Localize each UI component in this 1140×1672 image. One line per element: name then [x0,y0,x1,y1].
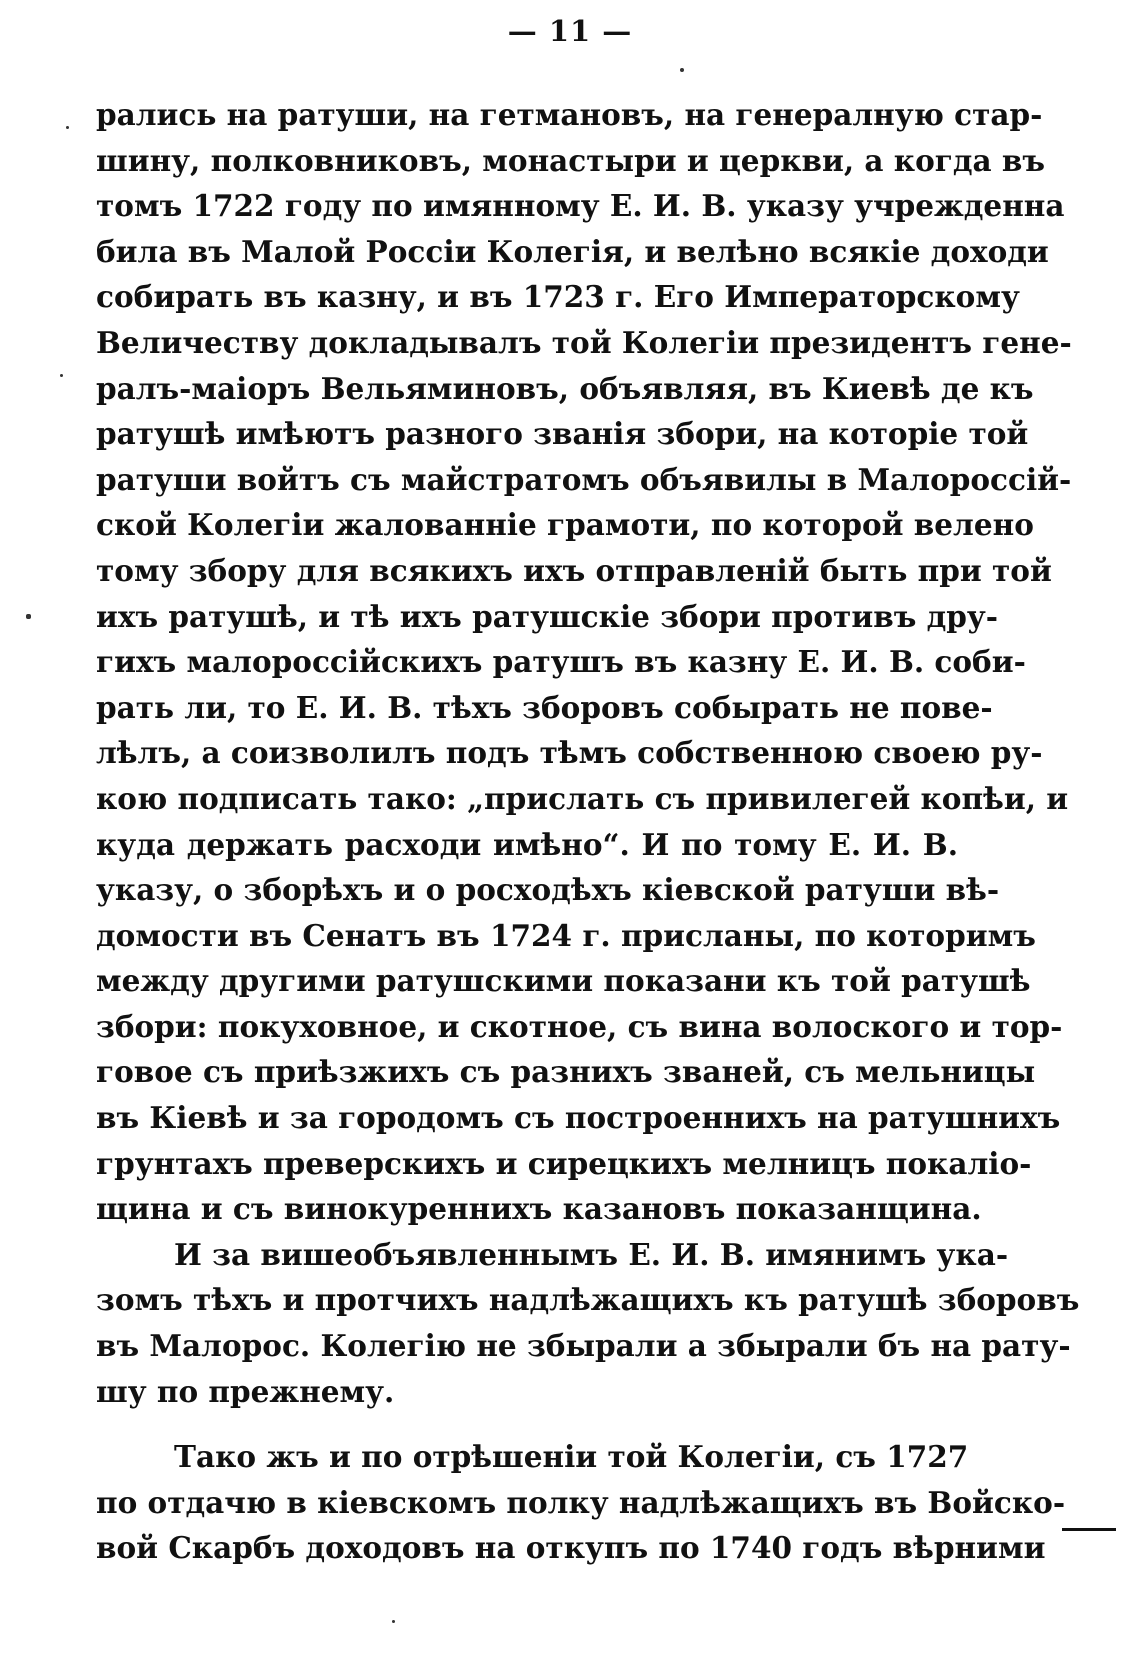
paragraph-1 [96,92,1072,1232]
text-line: собирать въ казну, и въ 1723 г. Его Императорскому [96,279,1020,315]
margin-dash-mark [1062,1528,1116,1531]
text-line: тому збору для всякихъ ихъ отправленій быть при той [96,552,1052,588]
text-line: ратуши войтъ съ майстратомъ объявилы в Малороссій- [96,461,1072,497]
text-line: вой Скарбъ доходовъ на откупъ по 1740 годъ вѣрними [96,1530,1046,1566]
text-line: гихъ малороссійскихъ ратушъ въ казну Е. И. В. соби- [96,644,1026,680]
text-line: по отдачю в кіевскомъ полку надлѣжащихъ въ Войско- [96,1484,1066,1520]
text-line: Тако жъ и по отрѣшеніи той Колегіи, съ 1727 [174,1439,969,1475]
paragraph-3 [96,1434,1066,1571]
text-line: между другими ратушскими показани къ той ратушѣ [96,963,1031,999]
speck-mark [66,126,69,129]
text-line: щина и съ винокуреннихъ казановъ показанщина. [96,1191,982,1227]
speck-mark [392,1620,395,1623]
text-line: томъ 1722 году по имянному Е. И. В. указу учрежденна [96,188,1065,224]
text-line: ратушѣ имѣютъ разного званія збори, на которіе той [96,416,1029,452]
text-line: шу по прежнему. [96,1373,395,1409]
text-line: кою подписать тако: „прислать съ привилегей копѣи, и [96,780,1069,816]
paragraph-spacer [96,1414,958,1434]
text-line: шину, полковниковъ, монастыри и церкви, а когда въ [96,142,1046,178]
speck-mark [60,374,63,377]
text-line: ихъ ратушѣ, и тѣ ихъ ратушскіе збори противъ дру- [96,598,999,634]
text-line: збори: покуховное, и скотное, съ вина волоского и тор- [96,1008,1063,1044]
text-line: ралъ-маіоръ Вельяминовъ, объявляя, въ Киевѣ де къ [96,370,1034,406]
text-line: зомъ тѣхъ и протчихъ надлѣжащихъ къ ратушѣ зборовъ [96,1282,1080,1318]
text-line: грунтахъ преверскихъ и сирецкихъ мелницъ покаліо- [96,1145,1032,1181]
text-line: лѣлъ, а соизволилъ подъ тѣмъ собственною своею ру- [96,735,1043,771]
text-line: ской Колегіи жалованніе грамоти, по которой велено [96,507,1034,543]
text-line: указу, о зборѣхъ и о росходѣхъ кіевской ратуши вѣ- [96,872,1000,908]
text-line: Величеству докладывалъ той Колегіи президентъ гене- [96,324,1072,360]
page-number: — 11 — [507,14,633,48]
text-line: домости въ Сенатъ въ 1724 г. присланы, по которимъ [96,917,1036,953]
text-line: говое съ приѣзжихъ съ разнихъ званей, съ мельницы [96,1054,1036,1090]
body-text [96,92,1080,1571]
text-line: И за вишеобъявленнымъ Е. И. В. имянимъ ука- [174,1236,1009,1272]
text-line: рались на ратуши, на гетмановъ, на генералную стар- [96,97,1043,132]
speck-mark [26,614,31,619]
text-line: била въ Малой Россіи Колегія, и велѣно всякіе доходи [96,233,1049,269]
speck-mark [680,68,684,72]
text-line: въ Кіевѣ и за городомъ съ построеннихъ на ратушнихъ [96,1100,1061,1136]
text-line: въ Малорос. Колегію не збырали а збырали бъ на рату- [96,1328,1071,1364]
text-line: куда держать расходи имѣно“. И по тому Е. И. В. [96,826,958,862]
text-line: рать ли, то Е. И. В. тѣхъ зборовъ собырать не пове- [96,689,993,725]
paragraph-2 [96,1232,1080,1414]
